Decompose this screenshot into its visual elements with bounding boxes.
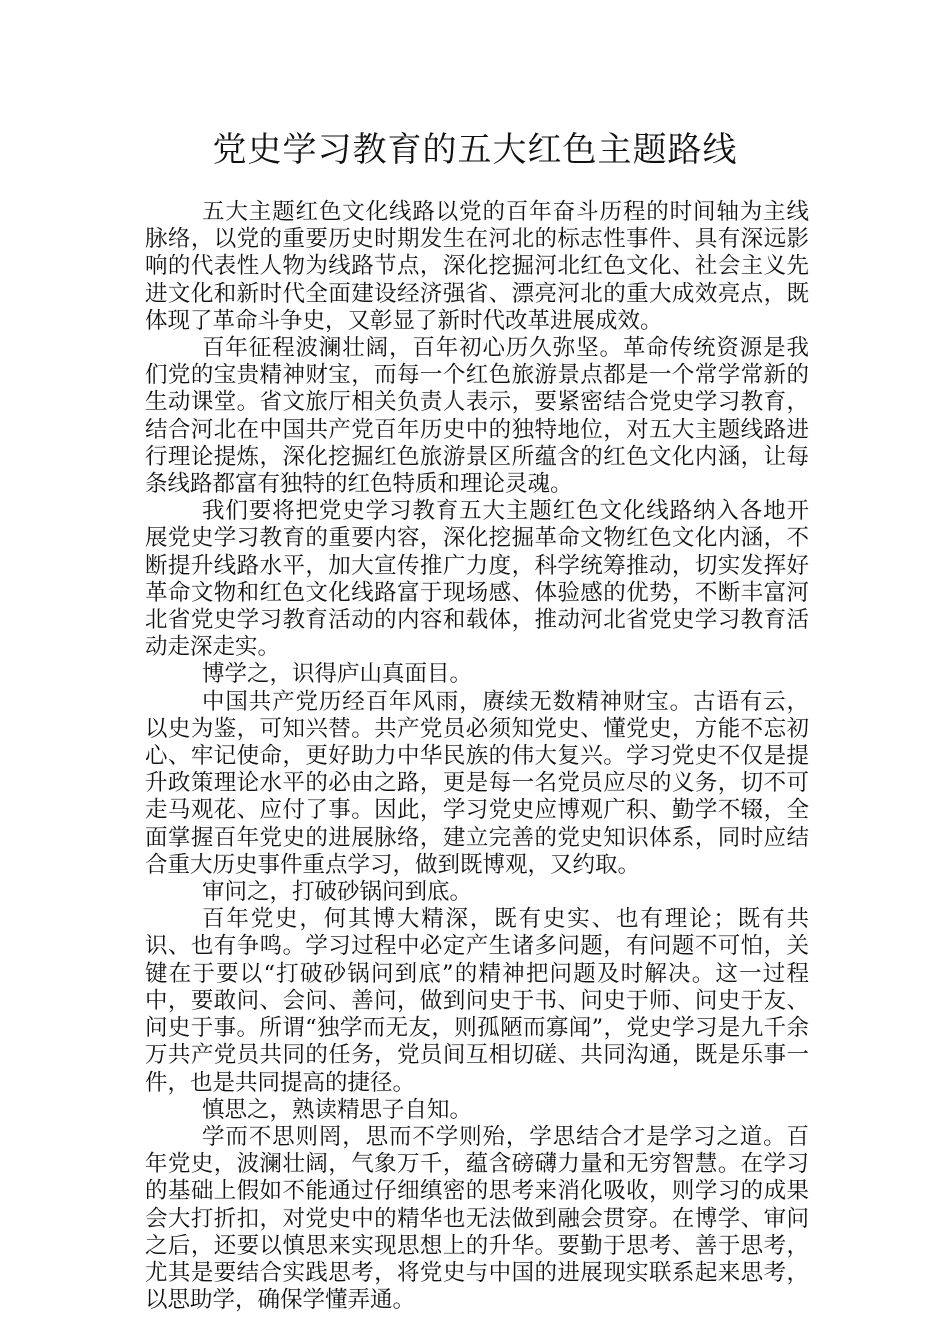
section-heading-inquiry: 审问之，打破砂锅问到底。 [202, 879, 473, 906]
paragraph-intro: 五大主题红色文化线路以党的百年奋斗历程的时间轴为主线脉络，以党的重要历史时期发生在河北的标志性事件、具有深远影响的代表性人物为线路节点，深化挖掘河北红色文化、社会主义先进文化和新时代全面建设经济强省、漂亮河北的重大成效亮点，既体现了革命斗争史，又彰显了新时代改革进展成效。 [145, 199, 809, 334]
section-heading-reflection: 慎思之，熟读精思子自知。 [202, 1096, 473, 1123]
paragraph-integration: 我们要将把党史学习教育五大主题红色文化线路纳入各地开展党史学习教育的重要内容，深化挖掘革命文物红色文化内涵，不断提升线路水平，加大宣传推广力度，科学统筹推动，切实发挥好革命文物和红色文化线路富于现场感、体验感的优势，不断丰富河北省党史学习教育活动的内容和载体，推动河北省党史学习教育活动走深走实。 [145, 498, 809, 661]
paragraph-inquiry: 百年党史，何其博大精深，既有史实、也有理论；既有共识、也有争鸣。学习过程中必定产生诸多问题，有问题不可怕，关键在于要以“打破砂锅问到底”的精神把问题及时解决。这一过程中，要敢问、会问、善问，做到问史于书、问史于师、问史于友、问史于事。所谓“独学而无友，则孤陋而寡闻”，党史学习是九千余万共产党员共同的任务，党员间互相切磋、共同沟通，既是乐事一件，也是共同提高的捷径。 [145, 906, 809, 1096]
section-heading-broad-learning: 博学之，识得庐山真面目。 [202, 661, 473, 688]
paragraph-reflection: 学而不思则罔，思而不学则殆，学思结合才是学习之道。百年党史，波澜壮阔，气象万千，蕴含磅礴力量和无穷智慧。在学习的基础上假如不能通过仔细缜密的思考来消化吸收，则学习的成果会大打折扣，对党史中的精华也无法做到融会贯穿。在博学、审问之后，还要以慎思来实现思想上的升华。要勤于思考、善于思考，尤其是要结合实践思考，将党史与中国的进展现实联系起来思考，以思助学，确保学懂弄通。 [145, 1123, 809, 1314]
paragraph-broad-learning: 中国共产党历经百年风雨，赓续无数精神财宝。古语有云，以史为鉴，可知兴替。共产党员必须知党史、懂党史，方能不忘初心、牢记使命，更好助力中华民族的伟大复兴。学习党史不仅是提升政策理论水平的必由之路，更是每一名党员应尽的义务，切不可走马观花、应付了事。因此，学习党史应博观广积、勤学不辍，全面掌握百年党史的进展脉络，建立完善的党史知识体系，同时应结合重大历史事件重点学习，做到既博观，又约取。 [145, 688, 809, 878]
paragraph-centennial-journey: 百年征程波澜壮阔，百年初心历久弥坚。革命传统资源是我们党的宝贵精神财宝，而每一个红色旅游景点都是一个常学常新的生动课堂。省文旅厅相关负责人表示，要紧密结合党史学习教育，结合河北在中国共产党百年历史中的独特地位，对五大主题线路进行理论提炼，深化挖掘红色旅游景区所蕴含的红色文化内涵，让每条线路都富有独特的红色特质和理论灵魂。 [145, 335, 809, 498]
document-body [145, 199, 809, 1314]
document-title: 党史学习教育的五大红色主题路线 [212, 130, 738, 170]
